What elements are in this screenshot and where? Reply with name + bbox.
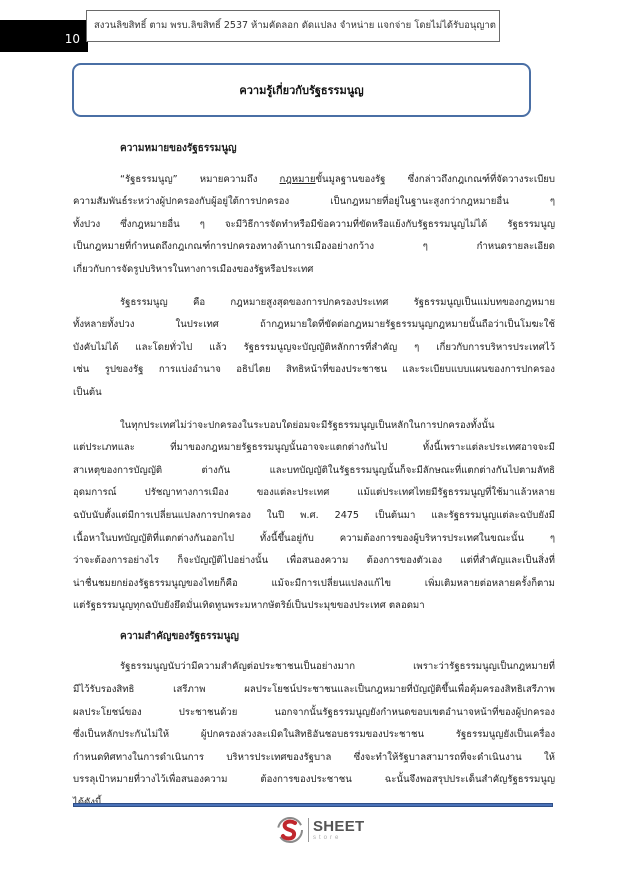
logo-text bbox=[313, 819, 365, 841]
underlined-word: กฎหมาย bbox=[279, 173, 316, 185]
paragraph-line: เกี่ยวกับการจัดรูปบริหารในทางการเมืองของรัฐหรือประเทศ bbox=[73, 263, 314, 275]
paragraph-line: มีไว้รับรองสิทธิ เสรีภาพ ผลประโยชน์ประชาชนและเป็นกฎหมายที่บัญญัติขึ้นเพื่อคุ้มครองสิทธิเสรีภาพ bbox=[73, 684, 555, 696]
paragraph-line: เป็นกฎหมายที่กำหนดถึงกฎเกณฑ์การปกครองทางด้านการเมืองอย่างกว้าง ๆ กำหนดรายละเอียด bbox=[73, 241, 555, 253]
paragraph-line: รัฐธรรมนูญ คือ กฎหมายสูงสุดของการปกครองประเทศ รัฐธรรมนูญเป็นแม่บทของกฎหมาย bbox=[120, 296, 555, 308]
page-title: ความรู้เกี่ยวกับรัฐธรรมนูญ bbox=[239, 84, 364, 97]
line-text: ขั้นมูลฐานของรัฐ ซึ่งกล่าวถึงกฎเกณฑ์ที่จัดวางระเบียบ bbox=[315, 173, 555, 185]
copyright-text: สงวนลิขสิทธิ์ ตาม พรบ.ลิขสิทธิ์ 2537 ห้ามคัดลอก ดัดแปลง จำหน่าย แจกจ่าย โดยไม่ได้รับอนุญาต bbox=[94, 20, 496, 31]
paragraph-line: อุดมการณ์ ปรัชญาทางการเมือง ของแต่ละประเทศ แม้แต่ประเทศไทยมีรัฐธรรมนูญที่ใช้มาแล้วหลาย bbox=[73, 487, 555, 499]
section-heading-importance: ความสำคัญของรัฐธรรมนูญ bbox=[120, 630, 239, 642]
document-body bbox=[73, 138, 555, 815]
page-title-box bbox=[72, 63, 531, 117]
page-number-text: 10 bbox=[64, 32, 80, 46]
paragraph-line: ในทุกประเทศไม่ว่าจะปกครองในระบอบใดย่อมจะมีรัฐธรรมนูญเป็นหลักในการปกครองทั้งนั้น bbox=[120, 419, 495, 431]
footer-divider bbox=[73, 803, 553, 807]
sheet-store-logo-icon bbox=[276, 816, 304, 844]
paragraph-line: เนื้อหาในบทบัญญัติที่แตกต่างกันออกไป ทั้งนี้ขึ้นอยู่กับ ความต้องการของผู้บริหารประเทศในขณะนั้น ๆ bbox=[73, 532, 555, 544]
paragraph-line: เป็นต้น bbox=[73, 386, 102, 398]
paragraph-line: ความสัมพันธ์ระหว่างผู้ปกครองกับผู้อยู่ใต้การปกครอง เป็นกฎหมายที่อยู่ในฐานะสูงกว่ากฎหมายอื่น ๆ bbox=[73, 196, 555, 208]
paragraph-line: ซึ่งเป็นหลักประกันไม่ให้ ผู้ปกครองล่วงละเมิดในสิทธิอันชอบธรรมของประชาชน รัฐธรรมนูญยังเป็นเครื่อง bbox=[73, 729, 555, 741]
line-text: “รัฐธรรมนูญ” หมายความถึง bbox=[120, 173, 280, 185]
paragraph-line: ผลประโยชน์ของ ประชาชนด้วย นอกจากนั้นรัฐธรรมนูญยังกำหนดขอบเขตอำนาจหน้าที่ของผู้ปกครอง bbox=[73, 706, 555, 718]
logo-subtitle: store bbox=[313, 835, 342, 841]
paragraph-line: ทั้งหลายทั้งปวง ในประเทศ ถ้ากฎหมายใดที่ขัดต่อกฎหมายรัฐธรรมนูญกฎหมายนั้นถือว่าเป็นโมฆะใช้ bbox=[73, 319, 555, 331]
paragraph-line: บรรลุเป้าหมายที่วางไว้เพื่อสนองความ ต้องการของประชาชน ฉะนั้นจึงพอสรุปประเด็นสำคัญรัฐธรรมนูญ bbox=[73, 774, 555, 786]
paragraph-line: เช่น รูปของรัฐ การแบ่งอำนาจ อธิปไตย สิทธิหน้าที่ของประชาชน และระเบียบแบบแผนของการปกครอง bbox=[73, 364, 555, 376]
paragraph-line: น่าชื่นชมยกย่องรัฐธรรมนูญของไทยก็คือ แม้จะมีการเปลี่ยนแปลงแก้ไข เพิ่มเติมหลายต่อหลายครั้งก็ตาม bbox=[73, 577, 555, 589]
paragraph-importance-1 bbox=[73, 656, 555, 814]
paragraph-line: ฉบับนับตั้งแต่มีการเปลี่ยนแปลงการปกครอง ในปี พ.ศ. 2475 เป็นต้นมา และรัฐธรรมนูญแต่ละฉบับยังมี bbox=[73, 509, 555, 521]
paragraph-meaning-2 bbox=[73, 292, 555, 405]
copyright-notice bbox=[86, 10, 500, 42]
section-heading-meaning: ความหมายของรัฐธรรมนูญ bbox=[120, 143, 237, 154]
paragraph-line: รัฐธรรมนูญนับว่ามีความสำคัญต่อประชาชนเป็นอย่างมาก เพราะว่ารัฐธรรมนูญเป็นกฎหมายที่ bbox=[120, 661, 555, 673]
paragraph-line: ว่าจะต้องการอย่างไร ก็จะบัญญัติไปอย่างนั้น เพื่อสนองความ ต้องการของตัวเอง แต่ที่สำคัญและเป็นสิ่งที่ bbox=[73, 555, 555, 567]
paragraph-meaning-3 bbox=[73, 415, 555, 618]
paragraph-line: แต่รัฐธรรมนูญทุกฉบับยังยึดมั่นเทิดทูนพระมหากษัตริย์เป็นประมุขของประเทศ ตลอดมา bbox=[73, 600, 425, 612]
page-number bbox=[0, 20, 88, 52]
paragraph-meaning-1 bbox=[73, 169, 555, 282]
paragraph-line: บังคับไม่ได้ และโดยทั่วไป แล้ว รัฐธรรมนูญจะบัญญัติหลักการที่สำคัญ ๆ เกี่ยวกับการบริหารประเทศไว้ bbox=[73, 341, 555, 353]
logo-word: SHEET bbox=[313, 818, 365, 835]
paragraph-line: สาเหตุของการบัญญัติ ต่างกัน และบทบัญญัติในรัฐธรรมนูญนั้นก็จะมีลักษณะที่แตกต่างกันไปตามลัทธิ bbox=[73, 464, 555, 476]
paragraph-line: ทั้งปวง ซึ่งกฎหมายอื่น ๆ จะมีวิธีการจัดทำหรือมีข้อความที่ขัดหรือแย้งกับรัฐธรรมนูญไม่ได้ รัฐธรรมนูญ bbox=[73, 218, 555, 230]
paragraph-line: กำหนดทิศทางในการดำเนินการ บริหารประเทศของรัฐบาล ซึ่งจะทำให้รัฐบาลสามารถที่จะดำเนินงาน ให้ bbox=[73, 751, 555, 763]
paragraph-line bbox=[73, 169, 555, 192]
logo-separator bbox=[308, 818, 309, 842]
sheet-store-logo bbox=[276, 814, 365, 846]
paragraph-line: แต่ประเภทและ ที่มาของกฎหมายรัฐธรรมนูญนั้นอาจจะแตกต่างกันไป ทั้งนี้เพราะแต่ละประเทศอาจจะมี bbox=[73, 442, 555, 454]
